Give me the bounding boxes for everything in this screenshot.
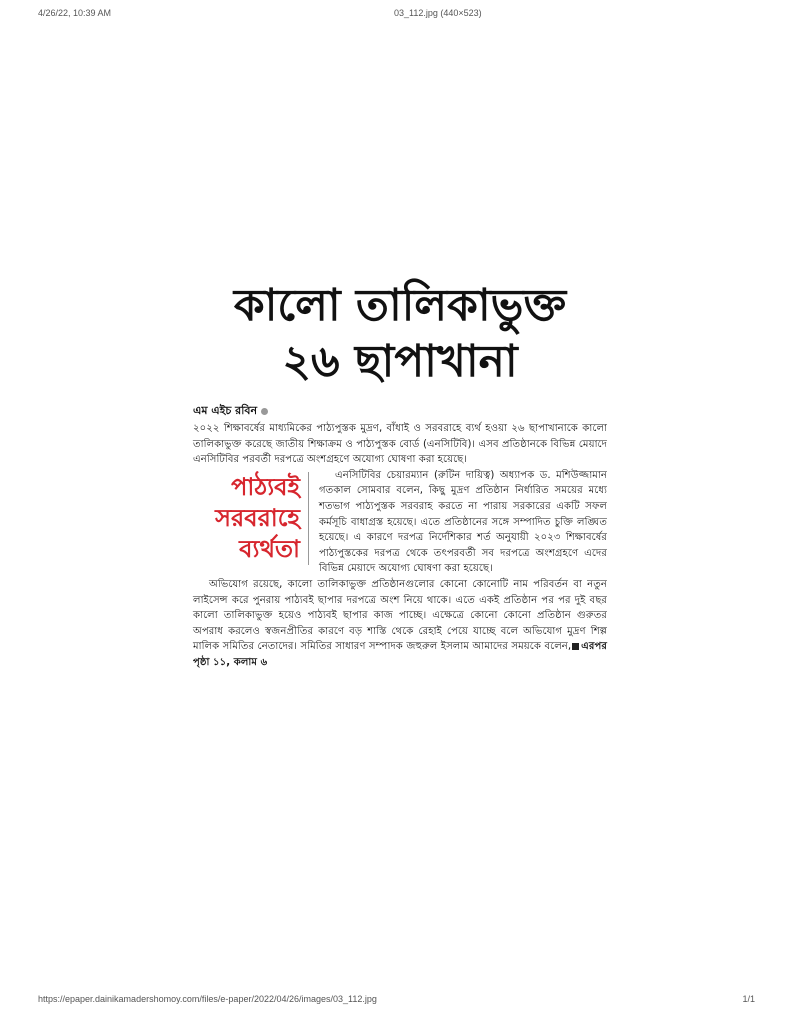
paragraph-2: এনসিটিবির চেয়ারম্যান (রুটিন দায়িত্ব) অধ্যাপক ড. মশিউজ্জামান গতকাল সোমবার বলেন, কিছু মুদ্রণ প্রতিষ্ঠান নির্ধারিত সময়ের মধ্যে শতভাগ পাঠ্যপুস্তক সরবরাহ করতে না পারায় সরকারের একটি সফল কর্মসূচি বাধাগ্রস্ত হয়েছে। এতে প্রতিষ্ঠানের সঙ্গে সম্পাদিত চুক্তি লঙ্ঘিত হয়েছে। এ কারণে দরপত্র নির্দেশিকার শর্ত অনুযায়ী ২০২৩ শিক্ষাবর্ষের পাঠ্যপুস্তকের দরপত্র থেকে তৎপরবর্তী সব দরপত্রে অংশগ্রহণে এদের বিভিন্ন মেয়াদে অযোগ্য ঘোষণা করা হয়েছে।	[319, 469, 607, 575]
print-file-title: 03_112.jpg (440×523)	[394, 8, 482, 18]
article-wrap-area	[193, 421, 607, 577]
paragraph-3-wrapper	[193, 577, 607, 671]
print-header	[0, 8, 791, 24]
byline-dot-icon	[261, 408, 268, 415]
side-heading-line-2: সরবরাহে	[215, 503, 300, 532]
continuation-note: এরপর পৃষ্ঠা ১১, কলাম ৬	[193, 641, 607, 668]
print-datetime: 4/26/22, 10:39 AM	[38, 8, 112, 18]
print-url: https://epaper.dainikamadershomoy.com/files/e-paper/2022/04/26/images/03_112.jpg	[38, 994, 377, 1004]
side-heading-line-1: পাঠ্যবই	[231, 472, 300, 501]
print-page-number: 1/1	[742, 994, 755, 1004]
author-name: এম এইচ রবিন	[193, 404, 258, 417]
headline	[193, 278, 607, 390]
side-heading	[193, 472, 309, 565]
article-body	[193, 421, 607, 671]
print-footer	[0, 994, 791, 1010]
paragraph-1: ২০২২ শিক্ষাবর্ষের মাধ্যমিকের পাঠ্যপুস্তক মুদ্রণ, বাঁধাই ও সরবরাহে ব্যর্থ হওয়া ২৬ ছাপাখানাকে কালো তালিকাভুক্ত করেছে জাতীয় শিক্ষাক্রম ও পাঠ্যপুস্তক বোর্ড (এনসিটিবি)। এসব প্রতিষ্ঠানকে বিভিন্ন মেয়াদে এনসিটিবির পরবর্তী দরপত্রে অংশগ্রহণে অযোগ্য ঘোষণা করা হয়েছে।	[193, 423, 607, 466]
byline	[193, 402, 607, 421]
headline-line-1: কালো তালিকাভুক্ত	[233, 280, 567, 331]
side-heading-line-3: ব্যর্থতা	[239, 534, 300, 563]
newspaper-clipping	[193, 278, 607, 671]
end-square-icon	[572, 643, 579, 650]
paragraph-3: অভিযোগ রয়েছে, কালো তালিকাভুক্ত প্রতিষ্ঠানগুলোর কোনো কোনোটি নাম পরিবর্তন বা নতুন লাইসেন্স করে পুনরায় পাঠ্যবই ছাপার দরপত্রে অংশ নিয়ে থাকে। এতে একই প্রতিষ্ঠান পর পর দুই বছর কালো তালিকাভুক্ত হয়েও পাঠ্যবই ছাপার কাজ পাচ্ছে। এক্ষেত্রে কোনো কোনো প্রতিষ্ঠান গুরুতর অপরাধ করলেও স্বজনপ্রীতির কারণে বড় শাস্তি থেকে রেহাই পেয়ে যাচ্ছে বলে অভিযোগ মুদ্রণ শিল্প মালিক সমিতির নেতাদের। সমিতির সাধারণ সম্পাদক জহুরুল ইসলাম আমাদের সময়কে বলেন,	[193, 578, 607, 653]
headline-line-2: ২৬ ছাপাখানা	[282, 336, 518, 387]
